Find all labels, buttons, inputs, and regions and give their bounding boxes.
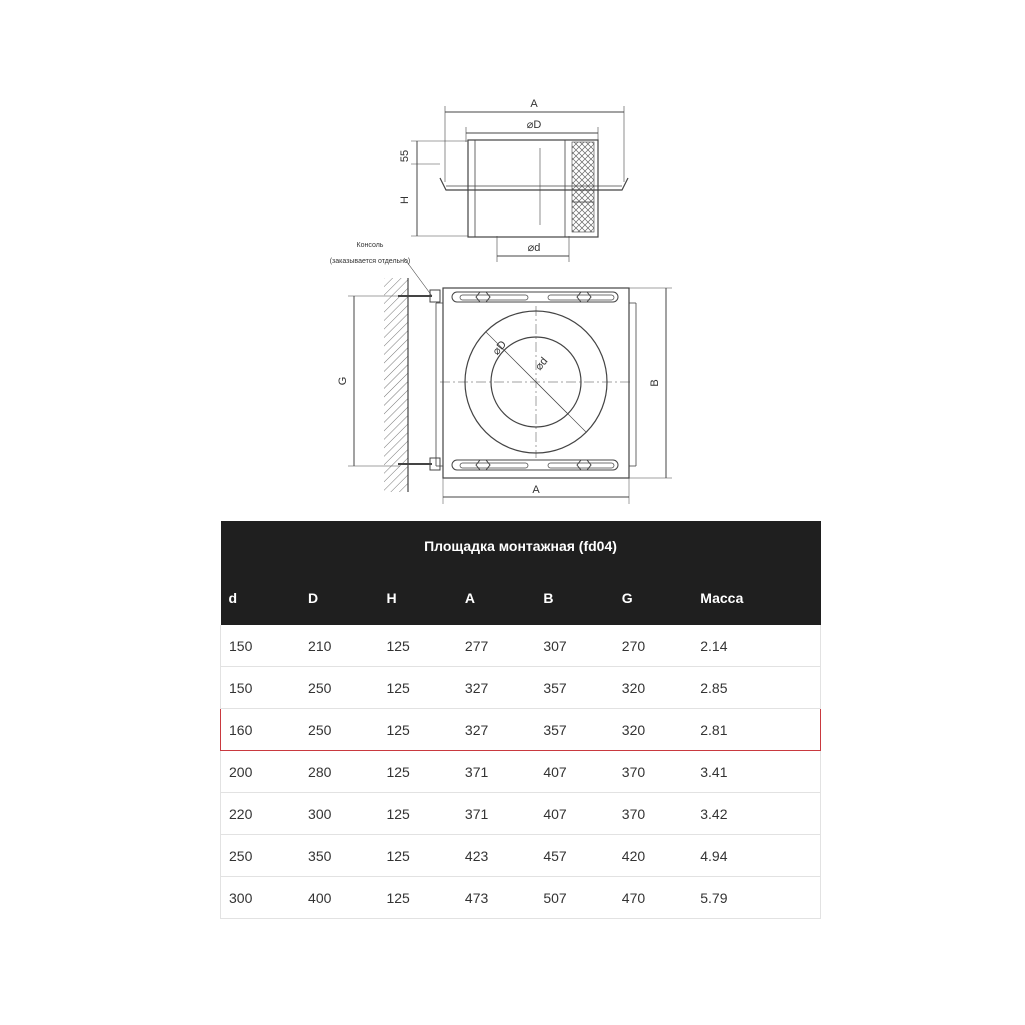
table-cell: 327: [457, 667, 535, 709]
table-cell: 370: [614, 793, 692, 835]
table-cell: 300: [300, 793, 378, 835]
label-H: H: [399, 196, 411, 204]
label-d-bottom: ⌀d: [527, 242, 541, 254]
label-A-top: A: [530, 98, 538, 110]
table-cell: 320: [614, 709, 692, 751]
label-console-note: (заказывается отдельно): [329, 258, 411, 265]
column-header: H: [378, 571, 456, 625]
table-row[interactable]: [221, 625, 821, 667]
table-cell: 350: [300, 835, 378, 877]
table-row[interactable]: [221, 835, 821, 877]
table-cell: 2.85: [692, 667, 820, 709]
table-cell: 200: [221, 751, 301, 793]
table-cell: 3.41: [692, 751, 820, 793]
table-cell: 125: [378, 793, 456, 835]
label-B: B: [649, 379, 661, 387]
table-title: Площадка монтажная (fd04): [221, 521, 821, 571]
table-cell: 400: [300, 877, 378, 919]
table-cell: 125: [378, 625, 456, 667]
table-row[interactable]: [221, 667, 821, 709]
plan-view: [348, 258, 672, 504]
table-row[interactable]: [221, 751, 821, 793]
label-G: G: [337, 376, 349, 386]
column-header: D: [300, 571, 378, 625]
elevation-view: [411, 106, 628, 262]
table-row[interactable]: [221, 709, 821, 751]
table-cell: 125: [378, 835, 456, 877]
label-D-plan: ⌀D: [490, 338, 509, 358]
spec-table: [220, 521, 821, 919]
table-cell: 125: [378, 667, 456, 709]
table-cell: 4.94: [692, 835, 820, 877]
table-cell: 220: [221, 793, 301, 835]
table-body: [221, 625, 821, 919]
table-cell: 270: [614, 625, 692, 667]
table-cell: 307: [535, 625, 613, 667]
table-cell: 423: [457, 835, 535, 877]
table-cell: 371: [457, 793, 535, 835]
table-cell: 507: [535, 877, 613, 919]
table-cell: 300: [221, 877, 301, 919]
table-cell: 371: [457, 751, 535, 793]
table-cell: 210: [300, 625, 378, 667]
column-header: A: [457, 571, 535, 625]
label-console: Консоль: [356, 242, 384, 249]
column-header: d: [221, 571, 301, 625]
table-cell: 457: [535, 835, 613, 877]
label-d-plan: ⌀d: [533, 355, 551, 373]
table-cell: 357: [535, 709, 613, 751]
table-cell: 280: [300, 751, 378, 793]
table-cell: 250: [300, 667, 378, 709]
label-D-top: ⌀D: [526, 119, 542, 131]
table-row[interactable]: [221, 793, 821, 835]
table-cell: 125: [378, 877, 456, 919]
table-cell: 5.79: [692, 877, 820, 919]
table-cell: 250: [300, 709, 378, 751]
table-cell: 3.42: [692, 793, 820, 835]
table-cell: 320: [614, 667, 692, 709]
table-cell: 470: [614, 877, 692, 919]
table-cell: 160: [221, 709, 301, 751]
table-cell: 357: [535, 667, 613, 709]
table-cell: 2.81: [692, 709, 820, 751]
table-header-row: [221, 571, 821, 625]
table-cell: 150: [221, 625, 301, 667]
table-cell: 420: [614, 835, 692, 877]
table-cell: 407: [535, 751, 613, 793]
table-cell: 277: [457, 625, 535, 667]
table-cell: 327: [457, 709, 535, 751]
table-cell: 250: [221, 835, 301, 877]
column-header: Масса: [692, 571, 820, 625]
table-cell: 125: [378, 751, 456, 793]
table-cell: 407: [535, 793, 613, 835]
table-row[interactable]: [221, 877, 821, 919]
column-header: B: [535, 571, 613, 625]
table-cell: 150: [221, 667, 301, 709]
table-title-row: [221, 521, 821, 571]
column-header: G: [614, 571, 692, 625]
table-cell: 473: [457, 877, 535, 919]
label-A-bottom: A: [532, 484, 540, 496]
table-cell: 125: [378, 709, 456, 751]
table-cell: 2.14: [692, 625, 820, 667]
label-55: 55: [399, 149, 411, 163]
table-cell: 370: [614, 751, 692, 793]
